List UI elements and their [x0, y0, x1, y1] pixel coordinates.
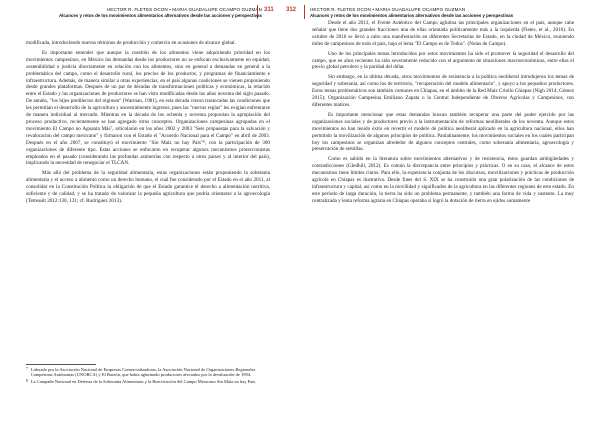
page-number: 312	[286, 7, 297, 13]
footnote-mark: 8	[26, 379, 28, 384]
header-title: Alcances y retos de los movimientos alimentarios alternativos desde las acciones y perspectivas	[310, 13, 514, 18]
left-page	[0, 0, 296, 440]
running-header	[310, 7, 550, 18]
paragraph: Desde el año 2013, el Frente Auténtico del Campo aglutina las principales organizaciones en el país, aunque cabe señalar que tiene dos grandes fracciones una de ellas orientada políticamente más a la izquierda (Fletes, et al., 2016). En octubre de 2016 se llevó a cabo una manifestación en diferentes Secretarías de Estado, en la ciudad de México, reuniendo miles de campesinos de todo el país, bajo el lema "El Campo es de Todos". (Notas de Campo).	[312, 20, 574, 47]
footnote-mark: 7	[26, 366, 28, 371]
paragraph: Es importante entender que aunque la cuestión de los alimentos viene adquiriendo prioridad en los movimientos campesinos, en México las demandas desde los productores no se enfocan exclusivamente en equidad, sostenibilidad o justicia directamente en relación con los alimentos, sino en general a demandas en general a la problemática del campo, como el desarrollo rural, los precios de los productos, y programas de financiamiento e infraestructura. Además, de manera similar a otras experiencias, en el país algunas coaliciones se vienen proponiendo desde grandes plataformas. Después de un par de décadas de transformaciones políticas y económicas, la relación entre el Estado y las organizaciones de productores se han visto modificadas desde los años noventa del siglo pasado. De antaño, "los hijos predilectos del régimen" (Warman, 1981), en esta década vieron trastocadas las condiciones que les permitían el desarrollo de la agricultura y ancestralmente ingresos, pues las "nuevas reglas" les exigían enfrentarse de manera individual al mercado. Mientras en la década de los ochenta y noventa proponían la apropiación del proceso productivo, recientemente se han agregado otros conceptos. Organizaciones campesinas agrupadas en el movimiento El Campo no Aguanta Más⁷, articularon en los años 2002 y 2003 "Seis propuestas para la salvación y revaloración del campo mexicano" y firmaron con el Estado el "Acuerdo Nacional para el Campo" en abril de 2003. Después en el año 2007, se constituyó el movimiento "Sin Maíz no hay País"⁸, con la participación de 300 organizaciones de diferente tipo. Estas acciones se enfocaron en recuperar algunos mecanismos proteccionistas empleados en el pasado (considerando las profundas asimetrías con respecto a otros países y al interior del país), implicando la necesidad de renegociar el TLCAN.	[26, 49, 270, 167]
body-text	[26, 40, 270, 208]
running-header	[46, 7, 286, 18]
paragraph: Como es sabido en la literatura sobre movimientos alternativos y de resistencia, éstos guardan ambigüedades y contradicciones (Gledhill, 2012). Es común la discrepancia entre principios y prácticas. O en su caso, el alcance de estos mecanismos tiene límites claros. Para ello, la experiencia conjunta de los discursos, movilizaciones y prácticas de producción agrícola en Chiapas es ilustrativa. Desde fines del S. XIX se ha construido una gran polarización de las condiciones de infraestructura y capital, así como en la movilidad y significados de la agricultura en las diferentes regiones de este estado. En este periodo de larga duración, la tierra ha sido un problema permanente, y también una forma de vida y sustento. La muy centralizada y lenta reforma agraria en Chiapas operaba si logró la dotación de tierra en ejidos sumamente	[312, 156, 574, 204]
footnote	[26, 367, 270, 379]
paragraph: Más allá del problema de la seguridad alimentaria, estas organizaciones están proponiendo la soberanía alimentaria y el acceso a alimento como un derecho humano, el cual fue considerado por el Estado en el año 2011, al consolidar en la Constitución Política la obligación de que el Estado garantice el derecho a alimentación nutritiva, suficiente y de calidad, y se ha tratado de valorizar la pequeña agricultura que podría orientarse a la agroecología (Tetreault 2012:130, 131; cf. Rodríguez 2013).	[26, 170, 270, 204]
body-text	[312, 20, 574, 208]
header-authors: HECTOR R. FLETES OCON • MARIA GUADALUPE OCAMPO GUZMAN	[106, 7, 262, 12]
footnotes	[26, 364, 270, 386]
footnote-text: Liderado por la Asociación Nacional de Empresas Comercializadoras, la Asociación Nacional de Organizaciones Regionales Campesinas Autónomas (UNORCA) y El Barzón, que había aglutinado productores afectados por la devaluación de 1994.	[30, 366, 256, 378]
paragraph: Sin embargo, en la última década, otros movimientos de resistencia a la política neoliberal introdujeron los temas de seguridad y soberanía, así como los de territorio, "recuperación del modelo alimentario", y apoyo a los pequeños productores. Estos temas problemáticos son también comunes en Chiapas, en el ámbito de la Red Maíz Criollo Chiapas (Nigh 2014; Gómez 2015); Organización Campesina Emiliano Zapata o la Central Independiente de Obreros Agrícolas y Campesinos, con diferentes matices.	[312, 74, 574, 108]
paragraph: Es importante mencionar que estas demandas buscan también recuperar una parte del poder ejercido por las organizaciones sociales y de productores previo a la instrumentación de reformas neoliberales de los noventa. Aunque estos movimientos no han tenido éxito en revertir el modelo de política neoliberal aplicado en la agricultura nacional, ellos han permitido la movilización de algunos principios de política. Paulatinamente, los movimientos sociales en los cuales participan hoy los campesinos se organizan alrededor de algunos conceptos centrales, como soberanía alimentaria, agroecología y preservación de semillas.	[312, 111, 574, 153]
paragraph: modificada, introduciendo nuevos términos de producción y comercio en ocasiones de alcance global.	[26, 40, 236, 46]
right-page	[286, 0, 600, 440]
header-title: Alcances y retos de los movimientos alimentarios alternativos desde las acciones y perspectivas	[58, 13, 262, 18]
footnote	[26, 379, 270, 385]
header-authors: HECTOR R. FLETES OCON • MARIA GUADALUPE OCAMPO GUZMAN	[310, 7, 466, 12]
header-rule	[304, 5, 305, 19]
page-number: 311	[264, 7, 274, 13]
footnote-rule	[26, 364, 96, 365]
paragraph: Uno de los principales temas introducidos por estos movimientos ha sido el promover la seguridad el desarrollo del campo, que en años recientes ha sido severamente reducido con el argumento de situaciones macroeconómicas, entre ellas el precio global petrolero y la paridad del dólar.	[312, 50, 574, 71]
footnote-text: La Campaña Nacional en Defensa de la Soberanía Alimentaria y la Reactivación del Campo Mexicano Sin Maíz no hay País.	[30, 379, 257, 385]
